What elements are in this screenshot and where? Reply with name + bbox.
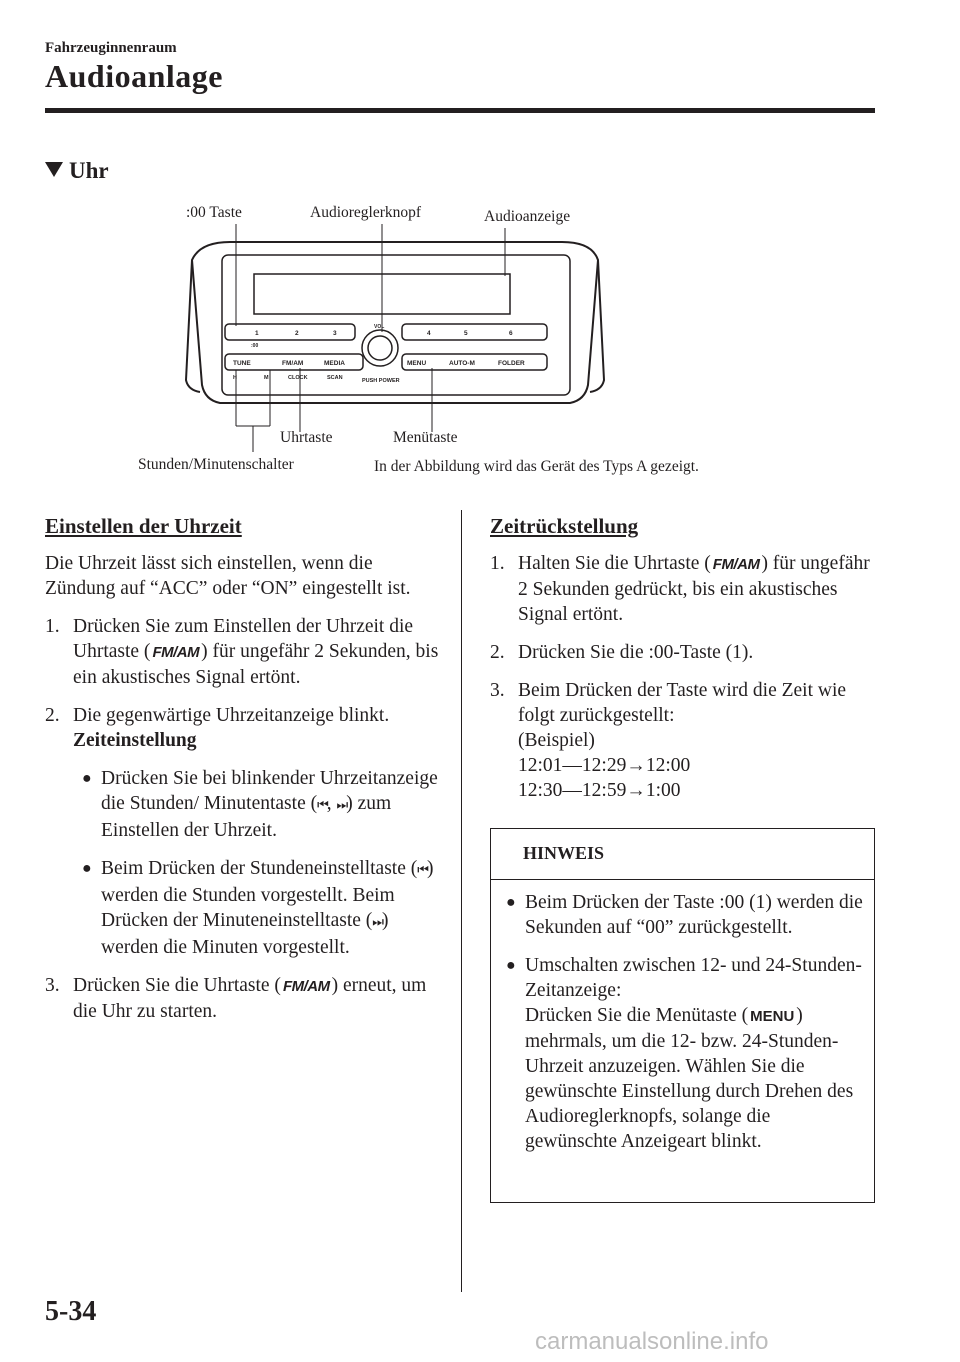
- preset-2-label: 2: [295, 330, 299, 337]
- radio-figure: [130, 200, 830, 490]
- preset-6-label: 6: [509, 330, 513, 337]
- bullet-text: ,: [326, 793, 337, 814]
- preset-3-label: 3: [333, 330, 337, 337]
- column-divider: [461, 510, 462, 1292]
- example-label: (Beispiel): [518, 730, 595, 751]
- note-text: Umschalten zwischen 12- und 24-Stunden-Zeitanzeige:: [525, 955, 862, 1001]
- reset-step-3: [490, 678, 875, 803]
- h-label: H: [233, 375, 237, 381]
- zero-key-label: :00: [251, 343, 259, 349]
- note-bullet: [497, 953, 866, 1154]
- step-text: ) für ungefähr 2 Sekunden gedrückt, bis ein akustisches Signal ertönt.: [518, 553, 870, 625]
- step-text: Halten Sie die Uhrtaste (: [518, 553, 711, 574]
- skip-back-icon: ⏮: [317, 798, 327, 813]
- note-title: HINWEIS: [491, 829, 874, 880]
- figure-caption: In der Abbildung wird das Gerät des Typs A gezeigt.: [374, 458, 699, 475]
- step-text: Die gegenwärtige Uhrzeitanzeige blinkt.: [73, 705, 390, 726]
- step-2: [45, 703, 440, 960]
- bullet-icon: ●: [82, 770, 92, 787]
- m-label: M: [264, 375, 269, 381]
- skip-back-icon: ⏮: [417, 863, 427, 878]
- section-title: [45, 158, 109, 184]
- skip-forward-icon: ⏭: [336, 798, 347, 813]
- fmam-key-icon: FM/AM: [282, 978, 330, 995]
- right-column: [490, 514, 875, 803]
- preset-4-label: 4: [427, 330, 431, 337]
- step-1: [45, 614, 440, 690]
- bullet-text: ) werden die Stunden vorgestellt. Beim Drücken der Minuteneinstelltaste (: [101, 858, 434, 931]
- note-bullet: [497, 890, 866, 940]
- step-number: 1.: [490, 553, 505, 574]
- step-number: 2.: [490, 642, 505, 663]
- menu-label: MENU: [407, 360, 427, 367]
- bullet-icon: ●: [82, 860, 92, 877]
- step-text: Beim Drücken der Taste wird die Zeit wie folgt zurückgestellt:: [518, 680, 847, 726]
- label-menu-key: Menütaste: [393, 429, 458, 446]
- push-power-label: PUSH POWER: [362, 378, 400, 384]
- label-clock-key: Uhrtaste: [280, 429, 333, 446]
- step-number: 1.: [45, 616, 60, 637]
- intro-paragraph: Die Uhrzeit lässt sich einstellen, wenn die Zündung auf “ACC” oder “ON” eingestellt ist.: [45, 553, 411, 599]
- media-label: MEDIA: [324, 360, 345, 367]
- note-text: Beim Drücken der Taste :00 (1) werden die Sekunden auf “00” zurückgestellt.: [525, 892, 863, 938]
- bullet-text: ) werden die Minuten vorgestellt.: [101, 910, 389, 958]
- watermark: carmanualsonline.info: [535, 1328, 769, 1355]
- chapter-label: Fahrzeuginnenraum: [45, 40, 177, 56]
- vol-label: VOL: [374, 324, 385, 330]
- clock-label: CLOCK: [288, 375, 308, 381]
- step-number: 3.: [490, 680, 505, 701]
- example-line: 12:30―12:59→1:00: [518, 780, 681, 801]
- radio-panel-drawing: [130, 200, 830, 490]
- note-text: ) mehrmals, um die 12- bzw. 24-Stunden-Uhrzeit anzuzeigen. Wählen Sie die gewünschte Einstellung durch Drehen des Audioreglerknopfs, solange die gewünschte Anzeigeart blinkt.: [525, 1005, 854, 1152]
- bullet-icon: ●: [506, 894, 516, 911]
- step-3: [45, 973, 440, 1024]
- step-text: Drücken Sie die :00-Taste (1).: [518, 642, 754, 663]
- heading-set-clock: Einstellen der Uhrzeit: [45, 514, 242, 538]
- folder-label: FOLDER: [498, 360, 525, 367]
- skip-forward-icon: ⏭: [372, 915, 382, 930]
- label-hour-min-switch: Stunden/Minutenschalter: [138, 456, 294, 473]
- fmam-key-icon: FM/AM: [712, 556, 760, 573]
- fmam-key-icon: FM/AM: [152, 644, 200, 661]
- header-rule: [45, 108, 875, 113]
- label-zero-key: :00 Taste: [186, 204, 242, 221]
- section-title-text: Uhr: [69, 158, 109, 183]
- autom-label: AUTO-M: [449, 360, 475, 367]
- step-text: ) erneut, um die Uhr zu starten.: [73, 975, 427, 1022]
- page-title: Audioanlage: [45, 58, 223, 94]
- label-audio-knob: Audioreglerknopf: [310, 204, 422, 221]
- label-audio-display: Audioanzeige: [484, 208, 571, 225]
- bullet-item: [73, 766, 440, 843]
- tune-label: TUNE: [233, 360, 251, 367]
- triangle-icon: [45, 162, 63, 177]
- step-text: Drücken Sie zum Einstellen der Uhrzeit die Uhrtaste (: [73, 616, 414, 662]
- bullet-text: ) zum Einstellen der Uhrzeit.: [101, 793, 392, 841]
- note-body: [491, 880, 874, 1154]
- bullet-item: [73, 856, 440, 960]
- heading-time-reset: Zeitrückstellung: [490, 514, 639, 538]
- preset-5-label: 5: [464, 330, 468, 337]
- preset-1-label: 1: [255, 330, 259, 337]
- step-text: ) für ungefähr 2 Sekunden, bis ein akustisches Signal ertönt.: [73, 641, 439, 688]
- reset-step-1: [490, 551, 875, 627]
- subheading-time-setting: Zeiteinstellung: [73, 730, 197, 751]
- note-text: Drücken Sie die Menütaste (: [525, 1005, 749, 1026]
- bullet-icon: ●: [506, 957, 516, 974]
- note-box: [490, 828, 875, 1203]
- step-text: Drücken Sie die Uhrtaste (: [73, 975, 281, 996]
- example-line: 12:01―12:29→12:00: [518, 755, 691, 776]
- reset-step-2: [490, 640, 875, 665]
- bullet-text: Drücken Sie bei blinkender Uhrzeitanzeige die Stunden/ Minutentaste (: [101, 768, 438, 814]
- menu-key-icon: MENU: [750, 1008, 795, 1025]
- page-number: 5-34: [45, 1296, 97, 1327]
- fmam-label: FM/AM: [282, 360, 304, 367]
- bullet-text: Beim Drücken der Stundeneinstelltaste (: [101, 858, 418, 879]
- step-number: 2.: [45, 705, 60, 726]
- left-column: [45, 514, 440, 1024]
- step-number: 3.: [45, 975, 60, 996]
- scan-label: SCAN: [327, 375, 343, 381]
